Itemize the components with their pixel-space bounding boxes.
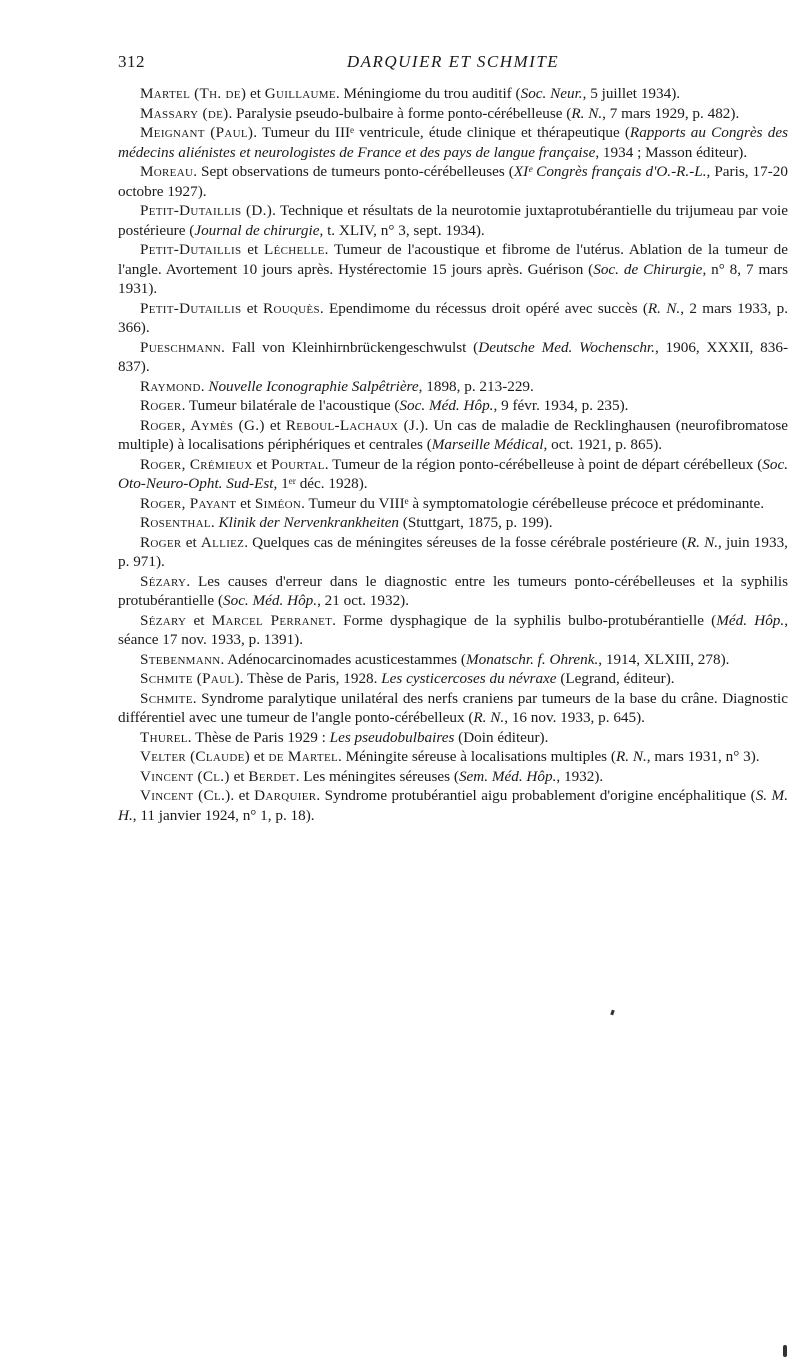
reference-text: . Quelques cas de méningites séreuses de la fosse cérébrale postérieure ( xyxy=(244,533,687,551)
page-number: 312 xyxy=(118,52,145,71)
reference-title: Nouvelle Iconographie Salpêtrière xyxy=(208,377,419,395)
reference-entry xyxy=(118,513,788,533)
reference-text: (Stuttgart, 1875, p. 199). xyxy=(399,514,553,531)
reference-text: , 16 nov. 1933, p. 645). xyxy=(504,709,645,726)
reference-text: . Ependimome du récessus droit opéré avec succès ( xyxy=(319,299,648,317)
reference-text: , 1932). xyxy=(556,767,604,785)
reference-title: Klinik der Nervenkrankheiten xyxy=(218,514,399,531)
reference-entry xyxy=(118,533,788,572)
reference-entry xyxy=(118,572,788,611)
reference-author: Meignant (Paul) xyxy=(140,124,254,141)
reference-author: Vincent (Cl.) xyxy=(140,767,230,785)
reference-author: Léchelle xyxy=(264,241,325,258)
reference-text: et xyxy=(229,767,249,785)
reference-text: , 11 janvier 1924, n° 1, p. 18). xyxy=(132,806,315,824)
reference-text: et xyxy=(264,416,286,434)
reference-text: , 1906, XXXII, 836-837). xyxy=(118,338,789,375)
reference-text: . Tumeur bilatérale de l'acoustique ( xyxy=(181,397,400,414)
reference-author: Siméon xyxy=(254,494,302,512)
reference-author: Moreau xyxy=(140,163,194,180)
reference-text: , juin 1933, p. 971). xyxy=(118,533,788,570)
reference-text: . Un cas de maladie de Recklinghausen (neurofibromatose multiple) à localisations périphériques et centrales ( xyxy=(118,416,788,453)
reference-title: R. N. xyxy=(647,299,681,317)
reference-text: et xyxy=(249,748,269,765)
reference-text: . Méningiome du trou auditif ( xyxy=(335,85,521,102)
reference-entry xyxy=(118,84,788,104)
reference-text: , mars 1931, n° 3). xyxy=(646,748,760,765)
reference-text: . Tumeur de la région ponto-cérébelleuse à point de départ cérébelleux ( xyxy=(324,455,763,473)
reference-text: , séance 17 nov. 1933, p. 1391). xyxy=(118,611,788,648)
reference-text: , n° 8, 7 mars 1931). xyxy=(118,260,788,297)
ink-speck xyxy=(610,1010,615,1016)
reference-entry xyxy=(118,377,788,397)
ink-speck xyxy=(783,1345,787,1357)
reference-author: Pourtal xyxy=(271,455,325,473)
reference-title: Sem. Méd. Hôp. xyxy=(458,767,557,785)
reference-title: Soc. Méd. Hôp. xyxy=(223,592,318,609)
reference-author: Schmite xyxy=(140,689,193,707)
reference-title: Soc. Oto-Neuro-Opht. Sud-Est xyxy=(118,455,789,492)
reference-text: . Tumeur de l'acoustique et fibrome de l'utérus. Ablation de la tumeur de l'angle. Avortement 10 jours après. Hystérectomie 15 jours après. Guérison ( xyxy=(118,241,788,278)
reference-text: , Paris, 17-20 octobre 1927). xyxy=(118,163,788,200)
reference-title: R. N. xyxy=(473,709,505,726)
reference-author: Sézary xyxy=(140,611,187,629)
reference-text: , 5 juillet 1934). xyxy=(582,85,681,102)
reference-entry xyxy=(118,416,788,455)
reference-author: Reboul-Lachaux (J.) xyxy=(285,416,425,434)
running-head xyxy=(118,52,788,76)
reference-text: . Forme dysphagique de la syphilis bulbo-protubérantielle ( xyxy=(332,611,717,629)
reference-entry xyxy=(118,455,788,494)
reference-title: Soc. Neur. xyxy=(520,85,583,102)
reference-text: et xyxy=(252,455,272,473)
reference-text: . Sept observations de tumeurs ponto-cérébelleuses ( xyxy=(193,163,514,180)
reference-title: Les pseudobulbaires xyxy=(329,728,455,746)
reference-text: . xyxy=(200,377,209,395)
reference-entry xyxy=(118,123,788,162)
reference-entry xyxy=(118,396,788,416)
reference-author: Martel (Th. de) xyxy=(140,85,247,102)
reference-text: . Tumeur du VIIIᵉ à symptomatologie cérébelleuse précoce et prédominante. xyxy=(301,494,765,512)
reference-author: Petit-Dutaillis xyxy=(140,299,242,317)
reference-author: Pueschmann xyxy=(140,338,222,356)
reference-author: Petit-Dutaillis xyxy=(140,241,242,258)
reference-text: . xyxy=(210,514,219,531)
reference-author: Thurel xyxy=(140,728,188,746)
reference-author: Velter (Claude) xyxy=(140,748,250,765)
reference-entry xyxy=(118,299,788,338)
reference-author: Schmite (Paul) xyxy=(140,670,240,687)
reference-title: R. N. xyxy=(615,748,647,765)
reference-entry xyxy=(118,201,788,240)
reference-text: et xyxy=(246,85,265,102)
reference-text: . Fall von Kleinhirnbrückengeschwulst ( xyxy=(221,338,479,356)
reference-text: et xyxy=(181,533,201,551)
reference-text: . Tumeur du IIIᵉ ventricule, étude clinique et thérapeutique ( xyxy=(253,124,630,141)
reference-author: Stebenmann xyxy=(140,650,221,668)
reference-author: Roger, Payant xyxy=(140,494,237,512)
reference-author: Berdet xyxy=(248,767,296,785)
reference-text: , 1898, p. 213-229. xyxy=(418,377,534,395)
reference-text: . et xyxy=(230,787,255,804)
reference-text: et xyxy=(186,611,212,629)
reference-text: (Doin éditeur). xyxy=(454,728,549,746)
reference-entry xyxy=(118,786,788,825)
reference-title: Soc. de Chirurgie xyxy=(593,260,703,278)
reference-author: Rouquès xyxy=(263,299,320,317)
reference-text: , 1934 ; Masson éditeur). xyxy=(595,143,748,161)
reference-author: Rosenthal xyxy=(140,514,211,531)
reference-text: . Adénocarcinomades acusticestammes ( xyxy=(220,650,466,668)
reference-title: Journal de chirurgie xyxy=(194,221,320,239)
reference-title: S. M. H. xyxy=(118,787,788,824)
reference-author: Raymond xyxy=(140,377,201,395)
reference-text: , 1ᵉʳ déc. 1928). xyxy=(273,475,368,492)
reference-title: Marseille Médical xyxy=(431,436,544,453)
reference-title: Soc. Méd. Hôp. xyxy=(399,397,494,414)
reference-text: . Thèse de Paris 1929 : xyxy=(187,728,330,746)
reference-title: XIᵉ Congrès français d'O.-R.-L. xyxy=(513,163,707,180)
reference-text: . Les causes d'erreur dans le diagnostic entre les tumeurs ponto-cérébelleuses et la syphilis protubérantielle ( xyxy=(118,572,788,609)
reference-author: Darquier xyxy=(254,787,317,804)
reference-entry xyxy=(118,104,788,124)
reference-text: , 2 mars 1933, p. 366). xyxy=(118,299,788,336)
running-title: DARQUIER ET SCHMITE xyxy=(346,52,560,71)
reference-entry xyxy=(118,669,788,689)
reference-text: . Méningite séreuse à localisations multiples ( xyxy=(338,748,616,765)
reference-entry xyxy=(118,650,788,670)
reference-entry xyxy=(118,689,788,728)
reference-title: Deutsche Med. Wochenschr. xyxy=(478,338,655,356)
reference-author: Vincent (Cl.) xyxy=(140,787,231,804)
reference-text: et xyxy=(241,241,265,258)
reference-entry xyxy=(118,494,788,514)
reference-text: et xyxy=(236,494,255,512)
reference-text: , oct. 1921, p. 865). xyxy=(543,436,663,453)
reference-title: Méd. Hôp. xyxy=(716,611,785,629)
reference-author: Roger xyxy=(140,533,182,551)
reference-text: , 1914, XLXIII, 278). xyxy=(598,650,730,668)
reference-text: . Technique et résultats de la neurotomie juxtaprotubérantielle du trijumeau par voie postérieure ( xyxy=(118,202,789,239)
reference-author: Massary (de) xyxy=(140,104,229,122)
reference-author: Roger xyxy=(140,397,182,414)
reference-text: . Syndrome protubérantiel aigu probablement d'origine encéphalitique ( xyxy=(316,787,756,804)
reference-author: Petit-Dutaillis (D.) xyxy=(140,202,273,219)
reference-text: et xyxy=(241,299,264,317)
reference-entry xyxy=(118,338,788,377)
reference-entry xyxy=(118,611,788,650)
reference-author: Roger, Crémieux xyxy=(140,455,253,473)
reference-author: Sézary xyxy=(140,572,187,590)
reference-text: . Syndrome paralytique unilatéral des nerfs craniens par tumeurs de la base du crâne. Diagnostic différentiel avec une tumeur de l'angle ponto-cérébelleux ( xyxy=(118,689,788,726)
reference-author: Alliez xyxy=(200,533,245,551)
reference-author: Marcel Perranet xyxy=(211,611,333,629)
reference-author: Roger, Aymès (G.) xyxy=(140,416,265,434)
reference-entry xyxy=(118,240,788,299)
reference-entry xyxy=(118,747,788,767)
reference-author: Guillaume xyxy=(264,85,336,102)
reference-text: , t. XLIV, n° 3, sept. 1934). xyxy=(319,221,485,239)
reference-title: Rapports au Congrès des médecins aliénistes et neurologistes de France et des pays de langue française xyxy=(118,124,788,161)
reference-entry xyxy=(118,767,788,787)
reference-text: , 21 oct. 1932). xyxy=(317,592,410,609)
reference-text: , 9 févr. 1934, p. 235). xyxy=(493,397,629,414)
reference-title: Monatschr. f. Ohrenk. xyxy=(465,650,599,668)
reference-title: R. N. xyxy=(571,104,603,122)
reference-text: . Les méningites séreuses ( xyxy=(295,767,459,785)
reference-title: Les cysticercoses du névraxe xyxy=(381,670,557,687)
reference-entry xyxy=(118,728,788,748)
reference-title: R. N. xyxy=(686,533,719,551)
reference-entry xyxy=(118,162,788,201)
reference-text: (Legrand, éditeur). xyxy=(556,670,675,687)
reference-text: . Thèse de Paris, 1928. xyxy=(239,670,382,687)
reference-author: de Martel xyxy=(268,748,338,765)
bibliography-list xyxy=(118,84,788,825)
reference-text: . Paralysie pseudo-bulbaire à forme ponto-cérébelleuse ( xyxy=(228,104,572,122)
reference-text: , 7 mars 1929, p. 482). xyxy=(602,104,740,122)
